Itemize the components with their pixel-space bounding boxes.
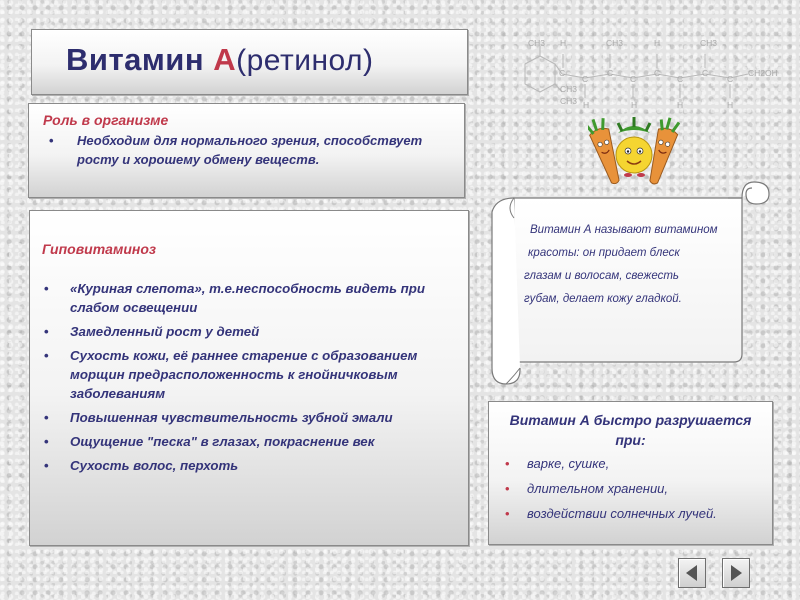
destruction-item: • варке, сушке, bbox=[499, 454, 762, 473]
triangle-right-icon bbox=[723, 559, 749, 587]
formula-h-2: H bbox=[654, 38, 661, 48]
formula-ch3-5: CH3 bbox=[560, 96, 578, 106]
scroll-text bbox=[524, 224, 749, 316]
role-heading: Роль в организме bbox=[43, 112, 169, 128]
hypovitaminosis-item: • «Куриная слепота», т.е.неспособность видеть при слабом освещении bbox=[42, 279, 456, 317]
formula-c-5: C bbox=[654, 68, 661, 78]
destruction-item: • длительном хранении, bbox=[499, 479, 762, 498]
scroll-line-3: глазам и волосам, свежесть bbox=[524, 270, 679, 282]
role-item: • Необходим для нормального зрения, способствует росту и хорошему обмену веществ. bbox=[43, 131, 450, 169]
formula-c-8: C bbox=[727, 74, 734, 84]
hypovitaminosis-item: • Сухость волос, перхоть bbox=[42, 456, 456, 475]
formula-h-1: H bbox=[560, 38, 567, 48]
formula-ch3-2: CH3 bbox=[606, 38, 624, 48]
formula-h-6: H bbox=[727, 100, 734, 110]
title-panel bbox=[31, 29, 468, 95]
scroll-line-4: губам, делает кожу гладкой. bbox=[524, 293, 682, 305]
formula-c-4: C bbox=[630, 74, 637, 84]
previous-slide-button[interactable] bbox=[678, 558, 706, 588]
hypovitaminosis-list bbox=[42, 279, 456, 475]
formula-c-3: C bbox=[607, 68, 614, 78]
formula-h-4: H bbox=[631, 100, 638, 110]
formula-c-2: C bbox=[582, 74, 589, 84]
hypovitaminosis-item: • Ощущение "песка" в глазах, покраснение век bbox=[42, 432, 456, 451]
triangle-left-icon bbox=[679, 559, 705, 587]
formula-c-1: C bbox=[559, 68, 566, 78]
destruction-list bbox=[499, 454, 762, 523]
formula-ch3-1: CH3 bbox=[528, 38, 546, 48]
destruction-panel bbox=[488, 401, 773, 545]
formula-ch3-4: CH3 bbox=[560, 84, 578, 94]
role-panel bbox=[28, 103, 465, 198]
destruction-item: • воздействии солнечных лучей. bbox=[499, 504, 762, 523]
hypovitaminosis-panel bbox=[29, 210, 469, 546]
title-main: Витамин bbox=[66, 42, 214, 77]
formula-c-7: C bbox=[702, 68, 709, 78]
scroll-line-1: Витамин А называют витамином bbox=[530, 224, 718, 236]
hypovitaminosis-item: • Сухость кожи, её раннее старение с образованием морщин предрасположенность к гнойничковым заболеваниям bbox=[42, 346, 456, 403]
hypovitaminosis-item: • Повышенная чувствительность зубной эмали bbox=[42, 408, 456, 427]
destruction-heading: Витамин А быстро разрушается при: bbox=[509, 412, 752, 448]
hypovitaminosis-heading: Гиповитаминоз bbox=[42, 241, 157, 257]
formula-ch3-3: CH3 bbox=[700, 38, 718, 48]
next-slide-button[interactable] bbox=[722, 558, 750, 588]
slide-title bbox=[66, 42, 374, 78]
role-list bbox=[43, 131, 450, 169]
retinol-formula-diagram bbox=[500, 34, 790, 114]
formula-h-3: H bbox=[583, 100, 590, 110]
hypovitaminosis-item: • Замедленный рост у детей bbox=[42, 322, 456, 341]
title-sub: (ретинол) bbox=[236, 44, 374, 77]
formula-h-5: H bbox=[677, 100, 684, 110]
formula-c-6: C bbox=[677, 74, 684, 84]
formula-ch2oh: CH2OH bbox=[748, 68, 778, 78]
scroll-line-2: красоты: он придает блеск bbox=[528, 247, 680, 259]
title-accent: А bbox=[213, 42, 237, 77]
